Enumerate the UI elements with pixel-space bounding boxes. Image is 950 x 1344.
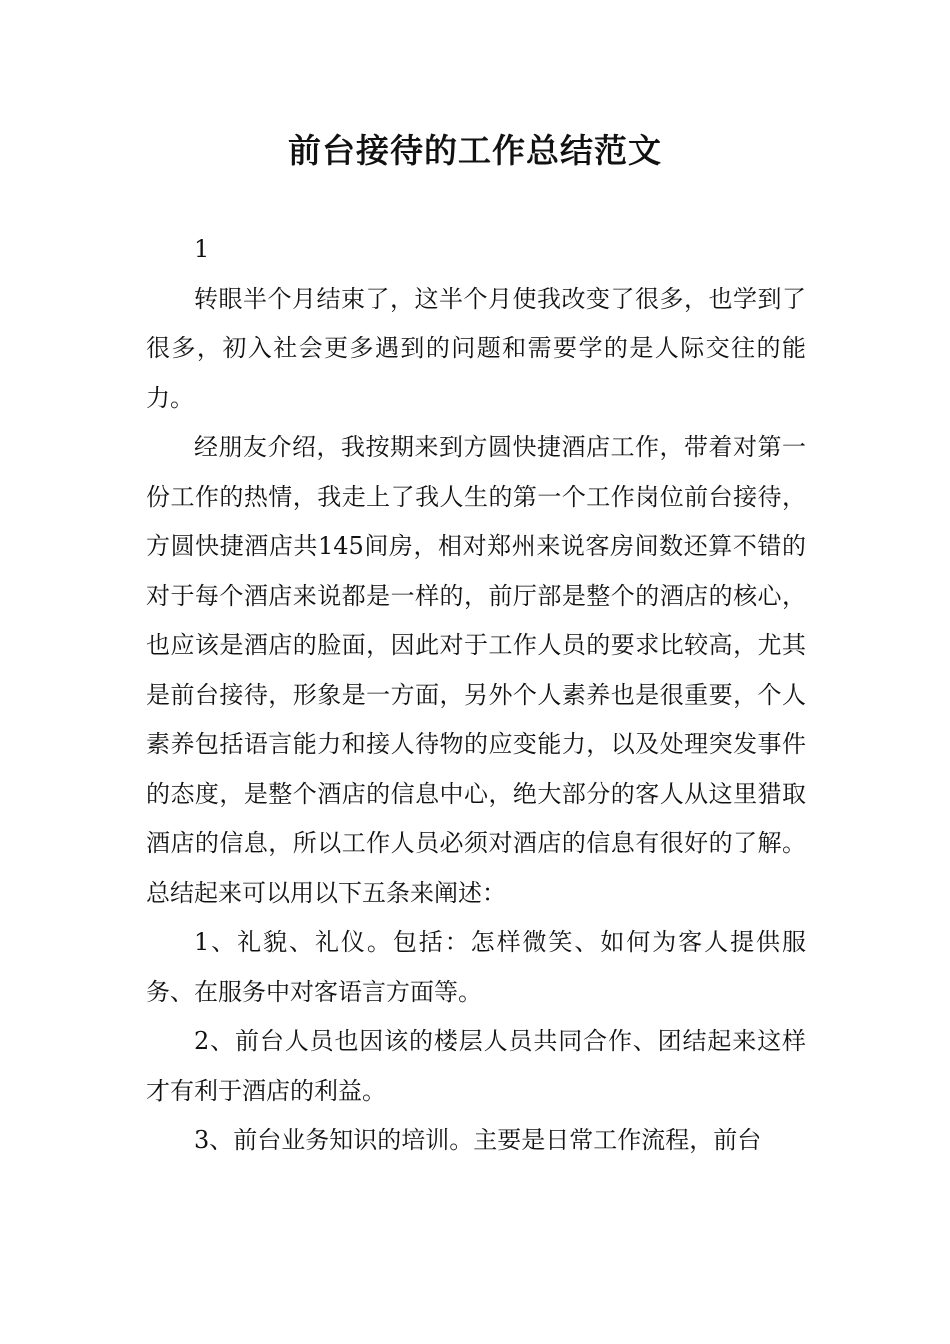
section-number: 1 (194, 235, 210, 263)
list-item-1: 1、礼貌、礼仪。包括：怎样微笑、如何为客人提供服务、在服务中对客语言方面等。 (146, 928, 806, 1006)
list-item-3: 3、前台业务知识的培训。主要是日常工作流程，前台 (194, 1126, 762, 1154)
paragraph-main: 经朋友介绍，我按期来到方圆快捷酒店工作，带着对第一份工作的热情，我走上了我人生的第一个工作岗位前台接待，方圆快捷酒店共145间房，相对郑州来说客房间数还算不错的对于每个酒店来说都是一样的，前厅部是整个的酒店的核心，也应该是酒店的脸面，因此对于工作人员的要求比较高，尤其是前台接待，形象是一方面，另外个人素养也是很重要，个人素养包括语言能力和接人待物的应变能力，以及处理突发事件的态度，是整个酒店的信息中心，绝大部分的客人从这里猎取酒店的信息，所以工作人员必须对酒店的信息有很好的了解。总结起来可以用以下五条来阐述： (146, 433, 806, 907)
paragraph-intro: 转眼半个月结束了，这半个月使我改变了很多，也学到了很多，初入社会更多遇到的问题和需要学的是人际交往的能力。 (146, 284, 806, 412)
list-item-2: 2、前台人员也因该的楼层人员共同合作、团结起来这样才有利于酒店的利益。 (146, 1027, 806, 1105)
document-body (146, 225, 806, 1166)
document-title: 前台接待的工作总结范文 (288, 131, 662, 170)
